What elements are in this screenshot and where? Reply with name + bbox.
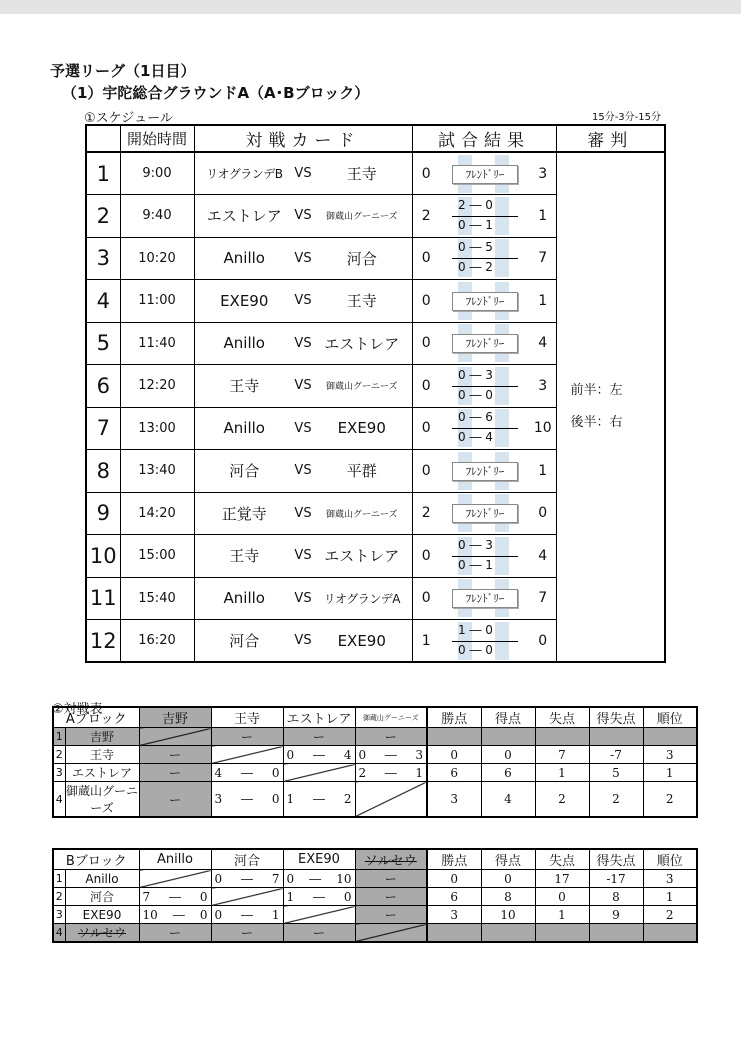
stat-header: 得点	[481, 849, 535, 870]
stat-value: 0	[481, 870, 535, 888]
start-time: 14:20	[120, 492, 194, 535]
team-rank-index: 3	[53, 906, 65, 924]
header-matchup: 対戦カード	[194, 125, 412, 152]
header-result: 試合結果	[412, 125, 556, 152]
stat-value	[589, 924, 643, 943]
stat-value	[535, 728, 589, 746]
away-score: 1	[530, 195, 556, 238]
team-name: ソルセウ	[65, 924, 139, 943]
second-half-score: 0 ― 4	[458, 430, 493, 445]
stat-value	[481, 728, 535, 746]
start-time: 9:00	[120, 152, 194, 195]
first-half-score: 2 ― 0	[458, 197, 493, 212]
no-match-cell: ー	[355, 728, 427, 746]
stat-header: 順位	[643, 707, 697, 728]
home-score: 0	[412, 407, 440, 450]
home-team: リオグランデB	[206, 167, 283, 181]
away-team: 王寺	[346, 292, 377, 311]
matchup	[194, 365, 412, 408]
half-scores	[440, 620, 530, 663]
team-name: 王寺	[65, 746, 139, 764]
header-referee: 審判	[556, 125, 665, 152]
team-rank-index: 1	[53, 870, 65, 888]
header-number	[86, 125, 120, 152]
stat-value: 0	[481, 746, 535, 764]
vs-label: VS	[294, 463, 312, 479]
vs-label: VS	[294, 633, 312, 648]
home-score: 0	[412, 450, 440, 493]
block-corner: Bブロック	[53, 849, 139, 870]
opponent-header: 河合	[211, 849, 283, 870]
match-score-cell: 3 ― 0	[211, 782, 283, 818]
stat-value	[643, 728, 697, 746]
vs-label: VS	[294, 420, 312, 436]
stat-value: 1	[643, 888, 697, 906]
stat-value: 1	[643, 764, 697, 782]
home-team: Anillo	[223, 419, 265, 438]
no-match-cell: ー	[355, 906, 427, 924]
stat-value: 0	[427, 870, 481, 888]
opponent-header: Anillo	[139, 849, 211, 870]
vs-label: VS	[294, 590, 312, 606]
away-score: 0	[530, 492, 556, 535]
self-match-cell	[355, 782, 427, 818]
team-row	[53, 906, 697, 924]
away-team: EXE90	[337, 631, 386, 650]
team-name: 御蔵山グーニーズ	[65, 782, 139, 818]
league-header-row	[53, 849, 697, 870]
stat-value: 1	[535, 764, 589, 782]
home-team: 河合	[229, 632, 260, 650]
away-score: 3	[530, 152, 556, 195]
home-team: Anillo	[223, 249, 265, 268]
away-score: 4	[530, 322, 556, 365]
away-team: 御蔵山グーニーズ	[325, 382, 398, 393]
match-number: 7	[86, 407, 120, 450]
match-number: 3	[86, 237, 120, 280]
vs-label: VS	[294, 335, 312, 351]
referee-first-half: 前半：左	[570, 383, 623, 398]
stat-value	[589, 728, 643, 746]
vs-label: VS	[294, 166, 312, 181]
match-number: 9	[86, 492, 120, 535]
start-time: 13:00	[120, 407, 194, 450]
stat-value: 6	[427, 888, 481, 906]
matchup	[194, 535, 412, 578]
first-half-score: 1 ― 0	[458, 622, 493, 637]
vs-label: VS	[294, 293, 312, 309]
home-score: 0	[412, 535, 440, 578]
second-half-score: 0 ― 1	[458, 217, 493, 232]
stat-value: 3	[643, 746, 697, 764]
match-score-cell: 0 ― 3	[355, 746, 427, 764]
second-half-score: 0 ― 1	[458, 557, 493, 572]
start-time: 11:40	[120, 322, 194, 365]
opponent-header: EXE90	[283, 849, 355, 870]
home-team: 王寺	[229, 377, 260, 396]
self-match-cell	[139, 870, 211, 888]
team-row	[53, 924, 697, 943]
stat-header: 失点	[535, 707, 589, 728]
team-rank-index: 2	[53, 888, 65, 906]
team-rank-index: 4	[53, 782, 65, 818]
friendly-badge: ﾌﾚﾝﾄﾞﾘｰ	[452, 504, 518, 523]
self-match-cell	[139, 728, 211, 746]
friendly-badge: ﾌﾚﾝﾄﾞﾘｰ	[452, 334, 518, 353]
half-scores	[440, 407, 530, 450]
self-match-cell	[283, 906, 355, 924]
home-score: 2	[412, 492, 440, 535]
stat-value: 3	[427, 782, 481, 818]
stat-value	[643, 924, 697, 943]
home-team: 王寺	[229, 547, 260, 566]
self-match-cell	[355, 924, 427, 943]
home-score: 0	[412, 322, 440, 365]
team-row	[53, 746, 697, 764]
home-score: 0	[412, 280, 440, 323]
home-score: 0	[412, 577, 440, 620]
match-number: 10	[86, 535, 120, 578]
matchup	[194, 152, 412, 195]
half-scores	[440, 365, 530, 408]
match-number: 1	[86, 152, 120, 195]
away-team: エストレア	[324, 334, 400, 353]
matchup	[194, 492, 412, 535]
stat-value	[427, 728, 481, 746]
block-b-table	[52, 848, 698, 943]
team-name: 河合	[65, 888, 139, 906]
stat-value: 6	[427, 764, 481, 782]
stat-value: 3	[643, 870, 697, 888]
header-start-time: 開始時間	[120, 125, 194, 152]
start-time: 12:20	[120, 365, 194, 408]
half-scores	[440, 237, 530, 280]
team-row	[53, 728, 697, 746]
self-match-cell	[211, 746, 283, 764]
match-timing: 15分-3分-15分	[591, 112, 661, 123]
away-score: 10	[530, 407, 556, 450]
match-score-cell: 7 ― 0	[139, 888, 211, 906]
half-scores	[440, 450, 530, 493]
away-team: リオグランデA	[323, 591, 400, 606]
league-header-row	[53, 707, 697, 728]
away-score: 7	[530, 237, 556, 280]
away-team: 平群	[346, 462, 377, 481]
stat-header: 勝点	[427, 707, 481, 728]
match-number: 4	[86, 280, 120, 323]
team-row	[53, 870, 697, 888]
start-time: 11:00	[120, 280, 194, 323]
vs-label: VS	[294, 548, 312, 564]
opponent-header: ソルセウ	[355, 849, 427, 870]
stat-value: 6	[481, 764, 535, 782]
match-number: 11	[86, 577, 120, 620]
stat-value: 4	[481, 782, 535, 818]
first-half-score: 0 ― 3	[458, 367, 493, 382]
home-team: Anillo	[223, 589, 265, 608]
away-team: エストレア	[324, 547, 400, 566]
stat-value	[535, 924, 589, 943]
vs-label: VS	[294, 208, 312, 224]
first-half-score: 0 ― 3	[458, 537, 493, 552]
team-rank-index: 3	[53, 764, 65, 782]
match-score-cell: 0 ― 4	[283, 746, 355, 764]
friendly-badge: ﾌﾚﾝﾄﾞﾘｰ	[452, 165, 518, 184]
half-scores	[440, 280, 530, 323]
no-match-cell: ー	[139, 924, 211, 943]
vs-label: VS	[294, 250, 312, 266]
start-time: 16:20	[120, 620, 194, 663]
matchup	[194, 195, 412, 238]
match-number: 8	[86, 450, 120, 493]
schedule-row	[86, 152, 665, 195]
block-a-table	[52, 706, 698, 818]
friendly-badge: ﾌﾚﾝﾄﾞﾘｰ	[452, 292, 518, 311]
away-team: EXE90	[337, 419, 386, 438]
opponent-header: 吉野	[139, 707, 211, 728]
schedule-label: ①スケジュール	[84, 111, 173, 126]
match-score-cell: 1 ― 0	[283, 888, 355, 906]
venue-subtitle: （1）宇陀総合グラウンドA（A･Bブロック）	[62, 84, 370, 102]
team-rank-index: 2	[53, 746, 65, 764]
vs-label: VS	[294, 505, 312, 521]
half-scores	[440, 152, 530, 195]
matchup	[194, 407, 412, 450]
stat-value: 10	[481, 906, 535, 924]
no-match-cell: ー	[211, 924, 283, 943]
half-scores	[440, 492, 530, 535]
stat-header: 失点	[535, 849, 589, 870]
second-half-score: 0 ― 0	[458, 642, 493, 657]
referee-second-half: 後半：右	[570, 415, 623, 430]
stat-value: 5	[589, 764, 643, 782]
opponent-header: 御蔵山グーニーズ	[355, 707, 427, 728]
stat-value: 0	[427, 746, 481, 764]
stat-value: 2	[589, 782, 643, 818]
away-score: 0	[530, 620, 556, 663]
stat-value: 2	[535, 782, 589, 818]
match-score-cell: 0 ― 10	[283, 870, 355, 888]
stat-value: 0	[535, 888, 589, 906]
stat-value: 9	[589, 906, 643, 924]
match-number: 6	[86, 365, 120, 408]
team-name: エストレア	[65, 764, 139, 782]
opponent-header: エストレア	[283, 707, 355, 728]
no-match-cell: ー	[283, 924, 355, 943]
half-scores	[440, 195, 530, 238]
start-time: 15:00	[120, 535, 194, 578]
start-time: 15:40	[120, 577, 194, 620]
start-time: 10:20	[120, 237, 194, 280]
stat-value	[427, 924, 481, 943]
home-team: エストレア	[206, 207, 282, 226]
matchup	[194, 237, 412, 280]
match-score-cell: 0 ― 1	[211, 906, 283, 924]
stat-value	[481, 924, 535, 943]
schedule-table	[85, 124, 666, 663]
stat-value: 8	[589, 888, 643, 906]
away-score: 4	[530, 535, 556, 578]
document-page	[0, 14, 741, 1041]
away-team: 河合	[346, 249, 377, 268]
no-match-cell: ー	[283, 728, 355, 746]
no-match-cell: ー	[355, 870, 427, 888]
team-name: Anillo	[65, 870, 139, 888]
stat-header: 得点	[481, 707, 535, 728]
away-score: 1	[530, 280, 556, 323]
match-number: 12	[86, 620, 120, 663]
away-team: 王寺	[346, 165, 377, 183]
referee-cell	[556, 152, 665, 662]
stat-header: 得失点	[589, 707, 643, 728]
match-number: 5	[86, 322, 120, 365]
match-score-cell: 10 ― 0	[139, 906, 211, 924]
stat-value: -7	[589, 746, 643, 764]
matchup	[194, 450, 412, 493]
matchup	[194, 620, 412, 663]
matchup	[194, 280, 412, 323]
team-row	[53, 764, 697, 782]
friendly-badge: ﾌﾚﾝﾄﾞﾘｰ	[452, 589, 518, 608]
first-half-score: 0 ― 5	[458, 240, 493, 255]
self-match-cell	[283, 764, 355, 782]
stat-value: 8	[481, 888, 535, 906]
team-name: EXE90	[65, 906, 139, 924]
page-title: 予選リーグ（1日目）	[50, 62, 196, 80]
match-score-cell: 4 ― 0	[211, 764, 283, 782]
standings-label: ②対戦表	[52, 702, 103, 717]
team-row	[53, 782, 697, 818]
home-score: 2	[412, 195, 440, 238]
second-half-score: 0 ― 2	[458, 260, 493, 275]
start-time: 9:40	[120, 195, 194, 238]
match-score-cell: 1 ― 2	[283, 782, 355, 818]
away-team: 御蔵山グーニーズ	[325, 509, 398, 520]
friendly-badge: ﾌﾚﾝﾄﾞﾘｰ	[452, 462, 518, 481]
team-rank-index: 1	[53, 728, 65, 746]
viewer-top-bar	[0, 0, 741, 14]
first-half-score: 0 ― 6	[458, 410, 493, 425]
away-score: 7	[530, 577, 556, 620]
matchup	[194, 577, 412, 620]
stat-value: -17	[589, 870, 643, 888]
home-score: 0	[412, 152, 440, 195]
stat-header: 勝点	[427, 849, 481, 870]
stat-header: 得失点	[589, 849, 643, 870]
match-score-cell: 2 ― 1	[355, 764, 427, 782]
no-match-cell: ー	[211, 728, 283, 746]
stat-value: 7	[535, 746, 589, 764]
no-match-cell: ー	[139, 746, 211, 764]
home-team: EXE90	[220, 291, 269, 310]
match-score-cell: 0 ― 7	[211, 870, 283, 888]
stat-value: 1	[535, 906, 589, 924]
start-time: 13:40	[120, 450, 194, 493]
away-team: 御蔵山グーニーズ	[325, 212, 398, 223]
stat-value: 2	[643, 906, 697, 924]
second-half-score: 0 ― 0	[458, 387, 493, 402]
half-scores	[440, 535, 530, 578]
stat-value: 3	[427, 906, 481, 924]
block-corner: Aブロック	[53, 707, 139, 728]
stat-value: 2	[643, 782, 697, 818]
home-team: 河合	[229, 462, 260, 481]
stat-header: 順位	[643, 849, 697, 870]
home-team: 正覚寺	[221, 504, 267, 523]
away-score: 3	[530, 365, 556, 408]
opponent-header: 王寺	[211, 707, 283, 728]
home-score: 0	[412, 237, 440, 280]
home-score: 0	[412, 365, 440, 408]
self-match-cell	[211, 888, 283, 906]
team-rank-index: 4	[53, 924, 65, 943]
no-match-cell: ー	[139, 764, 211, 782]
away-score: 1	[530, 450, 556, 493]
stat-value: 17	[535, 870, 589, 888]
team-row	[53, 888, 697, 906]
no-match-cell: ー	[355, 888, 427, 906]
half-scores	[440, 577, 530, 620]
team-name: 吉野	[65, 728, 139, 746]
schedule-header-row	[86, 125, 665, 152]
half-scores	[440, 322, 530, 365]
home-score: 1	[412, 620, 440, 663]
no-match-cell: ー	[139, 782, 211, 818]
matchup	[194, 322, 412, 365]
vs-label: VS	[294, 378, 312, 394]
home-team: Anillo	[223, 334, 265, 353]
match-number: 2	[86, 195, 120, 238]
